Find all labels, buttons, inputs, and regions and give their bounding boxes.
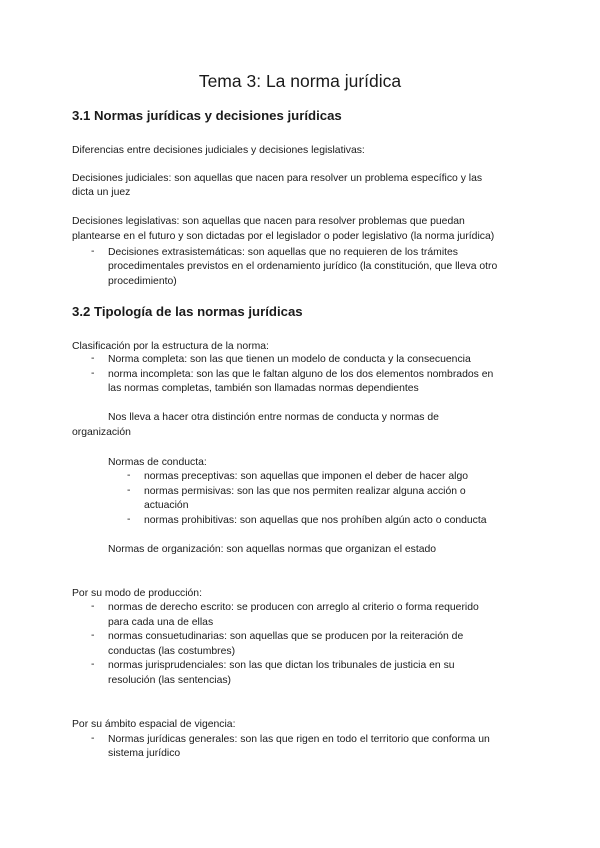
list-item-line: las normas completas, también son llamadas normas dependientes: [108, 383, 419, 394]
list-item-line: para cada una de ellas: [108, 617, 214, 628]
list-item-line: procedimentales previstos en el ordenamiento jurídico (la constitución, que lleva otro: [108, 261, 498, 272]
paragraph: Por su modo de producción:: [72, 588, 202, 599]
subheading: Normas de conducta:: [108, 457, 207, 468]
list-item-line: Decisiones extrasistemáticas: son aquellas que no requieren de los trámites: [108, 247, 458, 258]
list-item-line: conductas (las costumbres): [108, 646, 236, 657]
paragraph-line: dicta un juez: [72, 187, 131, 198]
section-heading-3-1: 3.1 Normas jurídicas y decisiones jurídicas: [72, 108, 342, 123]
bullet-dash: -: [127, 485, 131, 496]
paragraph-line: Nos lleva a hacer otra distinción entre normas de conducta y normas de: [108, 412, 439, 423]
bullet-dash: -: [91, 630, 95, 641]
list-item-line: actuación: [144, 500, 189, 511]
list-item-line: Normas jurídicas generales: son las que rigen en todo el territorio que conforma un: [108, 734, 490, 745]
bullet-dash: -: [91, 601, 95, 612]
list-item-line: procedimiento): [108, 276, 177, 287]
paragraph-line: Decisiones legislativas: son aquellas que nacen para resolver problemas que puedan: [72, 216, 465, 227]
bullet-dash: -: [91, 353, 95, 364]
bullet-dash: -: [91, 733, 95, 744]
list-item-line: normas permisivas: son las que nos permiten realizar alguna acción o: [144, 486, 466, 497]
paragraph: Diferencias entre decisiones judiciales y decisiones legislativas:: [72, 145, 365, 156]
list-item-line: normas jurisprudenciales: son las que dictan los tribunales de justicia en su: [108, 660, 455, 671]
bullet-dash: -: [127, 514, 131, 525]
list-item-line: normas preceptivas: son aquellas que imponen el deber de hacer algo: [144, 471, 469, 482]
bullet-dash: -: [127, 470, 131, 481]
bullet-dash: -: [91, 368, 95, 379]
list-item-line: normas prohibitivas: son aquellas que nos prohíben algún acto o conducta: [144, 515, 487, 526]
paragraph-line: plantearse en el futuro y son dictadas por el legislador o poder legislativo (la norma jurídica): [72, 231, 495, 242]
paragraph: Clasificación por la estructura de la norma:: [72, 341, 269, 352]
list-item-line: sistema jurídico: [108, 748, 181, 759]
paragraph: Por su ámbito espacial de vigencia:: [72, 719, 236, 730]
list-item-line: norma incompleta: son las que le faltan alguno de los dos elementos nombrados en: [108, 369, 494, 380]
section-heading-3-2: 3.2 Tipología de las normas jurídicas: [72, 304, 303, 319]
list-item-line: resolución (las sentencias): [108, 675, 232, 686]
bullet-dash: -: [91, 659, 95, 670]
paragraph-line: Decisiones judiciales: son aquellas que nacen para resolver un problema específico y las: [72, 173, 483, 184]
list-item-line: Norma completa: son las que tienen un modelo de conducta y la consecuencia: [108, 354, 471, 365]
page-title: Tema 3: La norma jurídica: [198, 71, 402, 91]
paragraph-line: Normas de organización: son aquellas normas que organizan el estado: [108, 544, 437, 555]
paragraph-line: organización: [72, 427, 131, 438]
list-item-line: normas de derecho escrito: se producen con arreglo al criterio o forma requerido: [108, 602, 479, 613]
bullet-dash: -: [91, 246, 95, 257]
list-item-line: normas consuetudinarias: son aquellas que se producen por la reiteración de: [108, 631, 464, 642]
